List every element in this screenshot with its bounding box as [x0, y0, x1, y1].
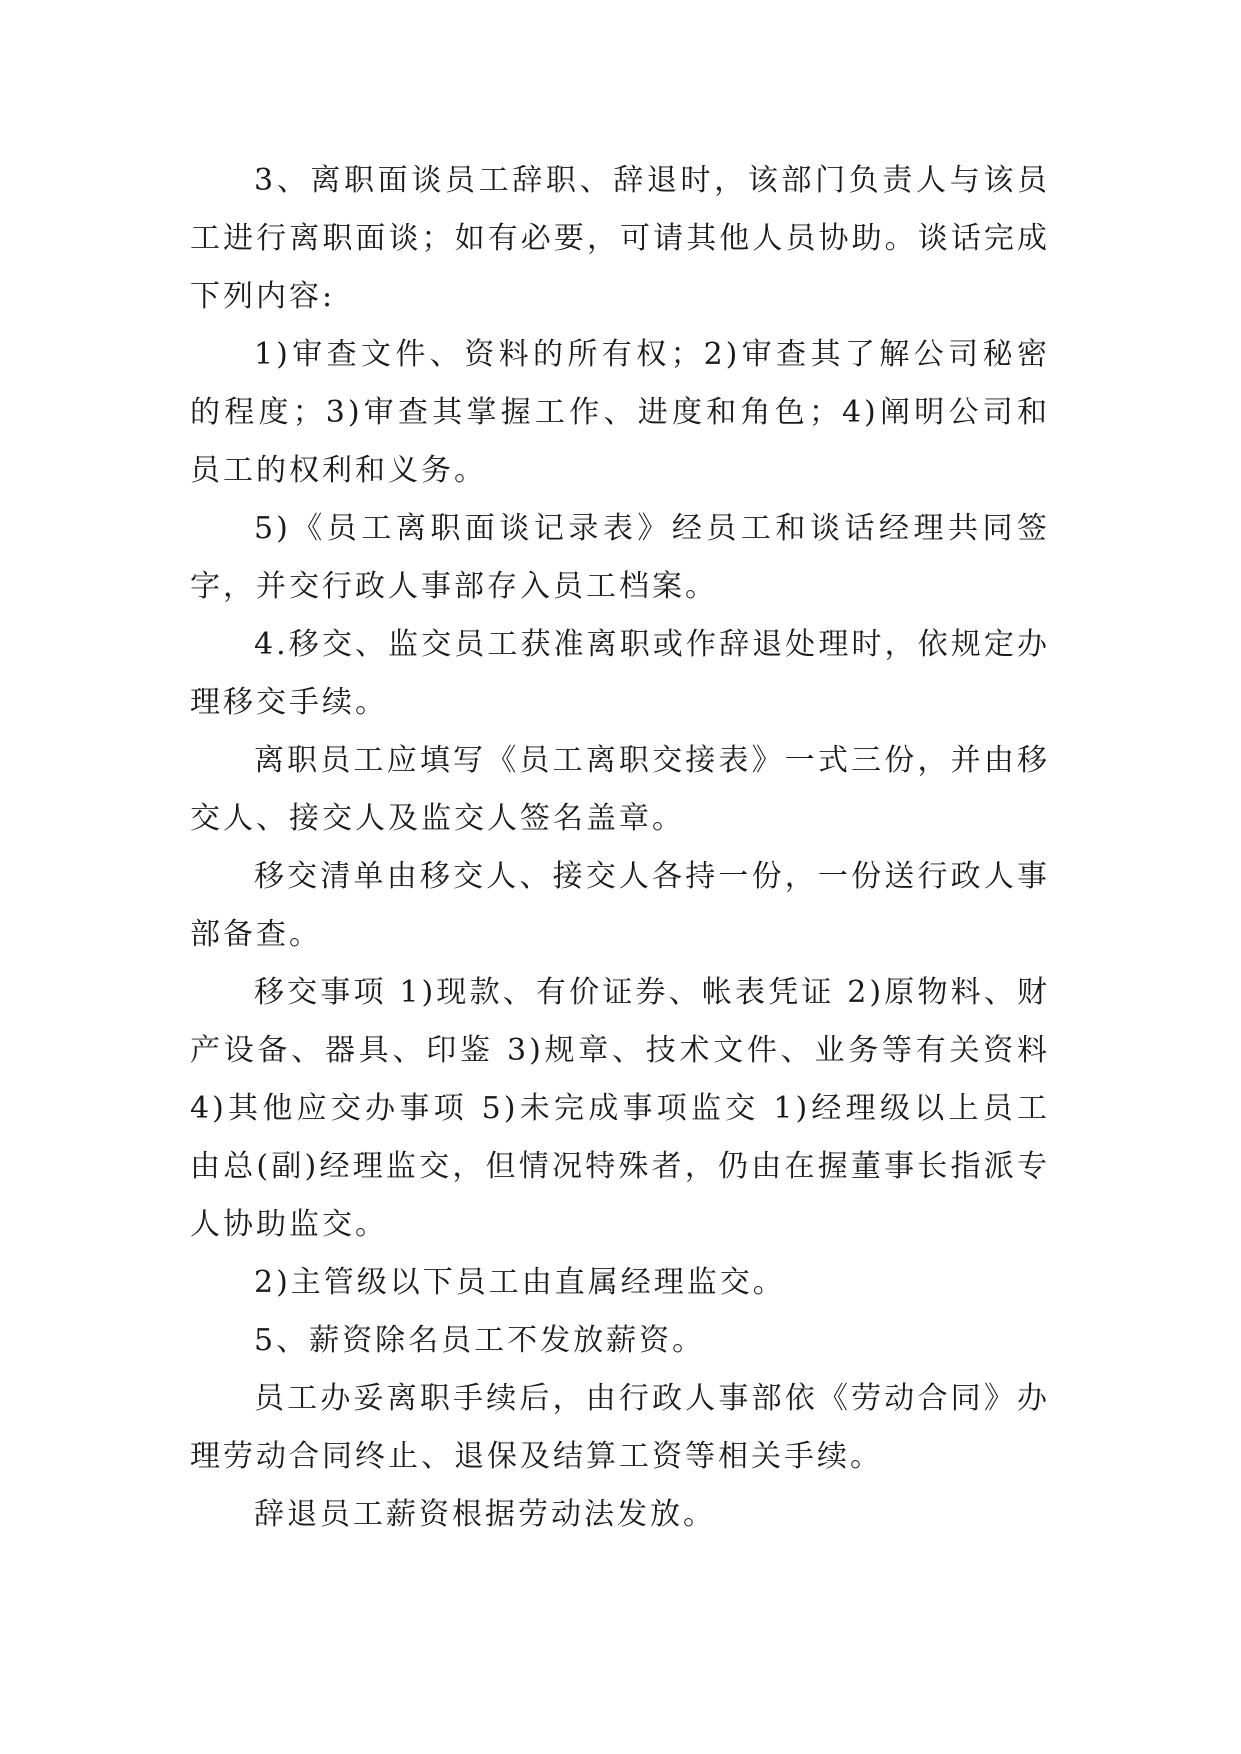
paragraph-interview-record: 5)《员工离职面谈记录表》经员工和谈话经理共同签字，并交行政人事部存入员工档案。 — [190, 511, 1050, 604]
paragraph-dismissal-salary: 辞退员工薪资根据劳动法发放。 — [254, 1497, 716, 1532]
paragraph-interview-items: 1)审查文件、资料的所有权；2)审查其了解公司秘密的程度；3)审查其掌握工作、进度和角色；4)阐明公司和员工的权利和义务。 — [190, 337, 1050, 488]
document-body — [190, 152, 1050, 1544]
paragraph-exit-interview: 3、离职面谈员工辞职、辞退时，该部门负责人与该员工进行离职面谈；如有必要，可请其他人员协助。谈话完成下列内容: — [190, 163, 1050, 314]
paragraph-handover: 4.移交、监交员工获准离职或作辞退处理时，依规定办理移交手续。 — [190, 627, 1050, 720]
paragraph-handover-list: 移交清单由移交人、接交人各持一份，一份送行政人事部备查。 — [190, 859, 1050, 952]
paragraph-handover-items: 移交事项 1)现款、有价证券、帐表凭证 2)原物料、财产设备、器具、印鉴 3)规章、技术文件、业务等有关资料 4)其他应交办事项 5)未完成事项监交 1)经理级以上员工由总(副)经理监交，但情况特殊者，仍由在握董事长指派专人协助监交。 — [190, 975, 1050, 1242]
paragraph-supervisor-handover: 2)主管级以下员工由直属经理监交。 — [254, 1265, 786, 1300]
paragraph-contract-termination: 员工办妥离职手续后，由行政人事部依《劳动合同》办理劳动合同终止、退保及结算工资等相关手续。 — [190, 1381, 1050, 1474]
paragraph-handover-form: 离职员工应填写《员工离职交接表》一式三份，并由移交人、接交人及监交人签名盖章。 — [190, 743, 1050, 836]
paragraph-salary: 5、薪资除名员工不发放薪资。 — [254, 1323, 706, 1358]
